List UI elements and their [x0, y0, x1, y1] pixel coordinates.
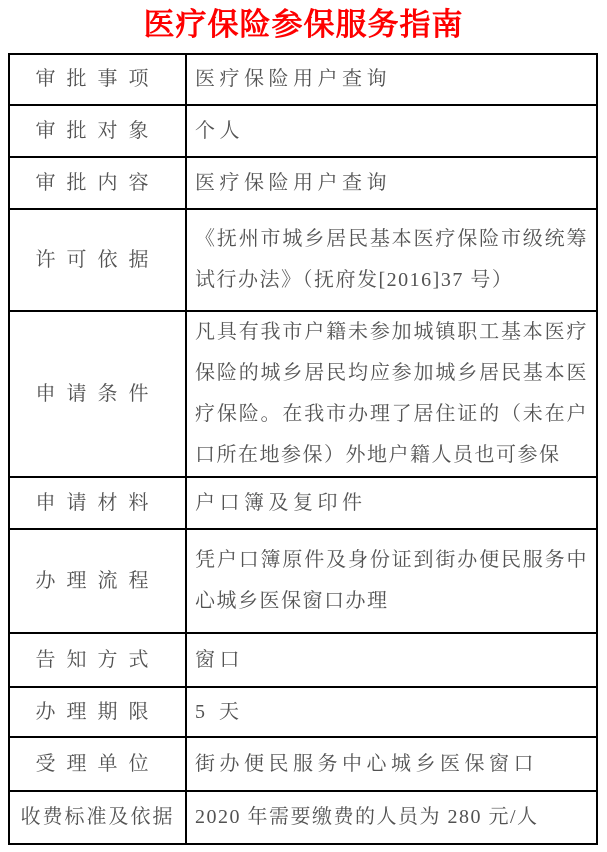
table-row [9, 157, 597, 209]
table-row [9, 529, 597, 633]
row-value: 医疗保险用户查询 [186, 157, 597, 209]
table-row [9, 311, 597, 477]
row-label: 告知方式 [9, 633, 186, 687]
table-row [9, 209, 597, 311]
row-label: 审批内容 [9, 157, 186, 209]
row-value: 窗口 [186, 633, 597, 687]
row-label: 收费标准及依据 [9, 791, 186, 844]
table-row [9, 54, 597, 105]
page-title: 医疗保险参保服务指南 [143, 7, 464, 42]
row-label: 办理流程 [9, 529, 186, 633]
row-value: 2020 年需要缴费的人员为 280 元/人 [186, 791, 597, 844]
row-label: 审批对象 [9, 105, 186, 157]
table-row [9, 477, 597, 529]
row-value: 个人 [186, 105, 597, 157]
row-label: 受理单位 [9, 737, 186, 791]
row-label: 审批事项 [9, 54, 186, 105]
service-guide-table [8, 53, 598, 845]
row-value: 《抚州市城乡居民基本医疗保险市级统筹试行办法》（抚府发[2016]37 号） [186, 209, 597, 311]
row-value: 凭户口簿原件及身份证到街办便民服务中心城乡医保窗口办理 [186, 529, 597, 633]
table-row [9, 687, 597, 737]
row-value: 5 天 [186, 687, 597, 737]
table-row [9, 633, 597, 687]
table-row [9, 105, 597, 157]
row-value: 医疗保险用户查询 [186, 54, 597, 105]
row-value: 凡具有我市户籍未参加城镇职工基本医疗保险的城乡居民均应参加城乡居民基本医疗保险。在我市办理了居住证的（未在户口所在地参保）外地户籍人员也可参保 [186, 311, 597, 477]
row-label: 申请材料 [9, 477, 186, 529]
row-value: 户口簿及复印件 [186, 477, 597, 529]
table-row [9, 737, 597, 791]
row-label: 申请条件 [9, 311, 186, 477]
table-body [9, 54, 597, 844]
row-value: 街办便民服务中心城乡医保窗口 [186, 737, 597, 791]
row-label: 许可依据 [9, 209, 186, 311]
table-row [9, 791, 597, 844]
row-label: 办理期限 [9, 687, 186, 737]
